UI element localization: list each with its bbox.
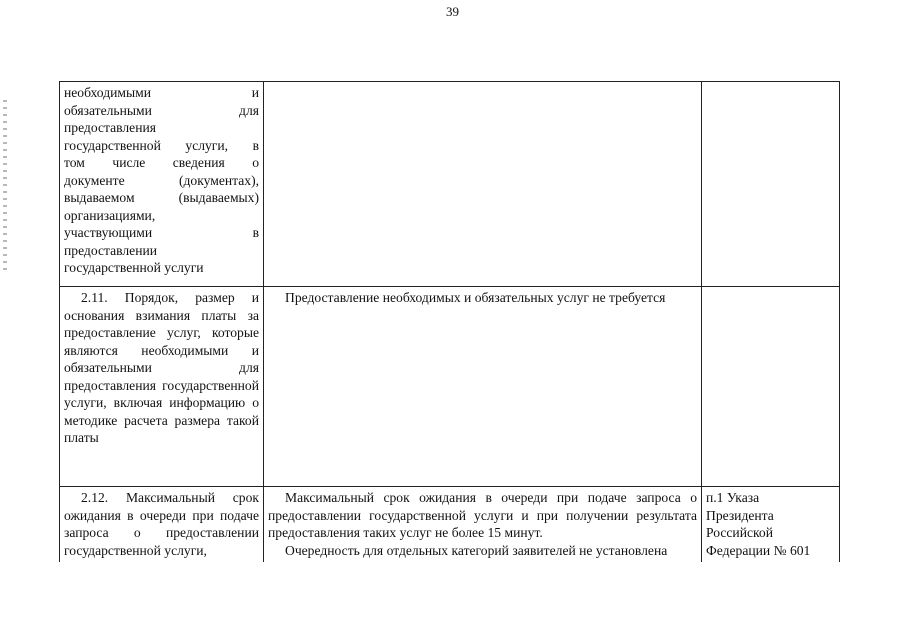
cell-line: обязательными для bbox=[64, 102, 259, 118]
cell-line: организациями, bbox=[64, 207, 156, 223]
cell-line: Президента bbox=[706, 507, 774, 523]
table-row bbox=[60, 287, 840, 487]
cell-line: Федерации № 601 bbox=[706, 542, 811, 558]
cell-line: необходимыми и bbox=[64, 85, 259, 100]
cell-line: участвующими в bbox=[64, 225, 259, 240]
table-cell-description bbox=[60, 487, 264, 563]
cell-text: Максимальный срок ожидания в очереди при подаче запроса о предоставлении государственной услуги и при получении результата предоставления таких услуг не более 15 минут. bbox=[268, 490, 697, 540]
cell-text: 2.12. Максимальный срок ожидания в очереди при подаче запроса о предоставлении государственной услуги, bbox=[64, 490, 259, 558]
table-cell-description bbox=[60, 82, 264, 287]
cell-line: выдаваемом (выдаваемых) bbox=[64, 190, 259, 205]
regulation-table bbox=[59, 81, 840, 562]
cell-line: предоставления bbox=[64, 120, 157, 135]
table-cell-legal-basis bbox=[702, 487, 840, 563]
cell-text: Предоставление необходимых и обязательных услуг не требуется bbox=[285, 290, 666, 305]
scan-margin-marks bbox=[3, 100, 7, 270]
table-row bbox=[60, 487, 840, 563]
cell-text: 2.11. Порядок, размер и основания взимания платы за предоставление услуг, которые являются необходимыми и обязательными для предоставления государственной услуги, включая информацию о методике расчета размера такой платы bbox=[64, 290, 259, 445]
cell-text: Очередность для отдельных категорий заявителей не установлена bbox=[285, 542, 668, 558]
cell-line: п.1 Указа bbox=[706, 490, 760, 505]
cell-line: том числе сведения о bbox=[64, 155, 259, 170]
cell-line: документе (документах), bbox=[64, 172, 259, 188]
table-cell-content bbox=[264, 82, 702, 287]
page-number: 39 bbox=[446, 4, 459, 19]
table-cell-legal-basis bbox=[702, 82, 840, 287]
table-cell-description bbox=[60, 287, 264, 487]
table-cell-content bbox=[264, 287, 702, 487]
table-row bbox=[60, 82, 840, 287]
cell-line: предоставлении bbox=[64, 242, 158, 258]
table-cell-content bbox=[264, 487, 702, 563]
page-cutoff bbox=[59, 594, 840, 640]
table-cell-legal-basis bbox=[702, 287, 840, 487]
cell-line: государственной услуги bbox=[64, 260, 204, 275]
cell-line: государственной услуги, в bbox=[64, 137, 259, 153]
cell-line: Российской bbox=[706, 525, 773, 540]
